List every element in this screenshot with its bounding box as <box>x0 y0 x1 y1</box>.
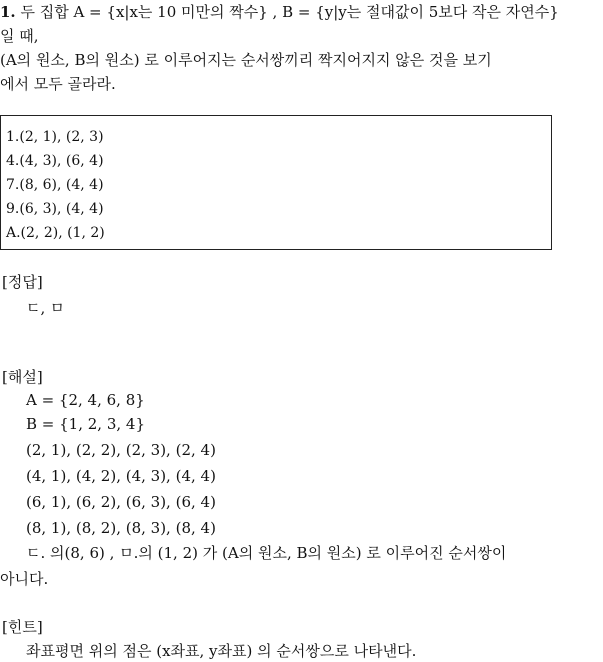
explanation-line-4: (4, 1), (4, 2), (4, 3), (4, 4) <box>26 467 216 485</box>
hint-heading: [힌트] <box>2 618 43 636</box>
option-2: 4.(4, 3), (6, 4) <box>6 153 104 169</box>
option-1: 1.(2, 1), (2, 3) <box>6 129 104 145</box>
option-4: 9.(6, 3), (4, 4) <box>6 201 104 217</box>
question-line-4: 에서 모두 골라라. <box>0 75 116 93</box>
option-3: 7.(8, 6), (4, 4) <box>6 177 104 193</box>
explanation-heading: [해설] <box>2 368 43 386</box>
question-number: 1. <box>0 3 16 21</box>
question-line-3: (A의 원소, B의 원소) 로 이루어지는 순서쌍끼리 짝지어지지 않은 것을 보기 <box>0 51 492 69</box>
explanation-line-1: A = {2, 4, 6, 8} <box>26 391 145 409</box>
question-line-2: 일 때, <box>0 27 39 45</box>
question-line-1 <box>0 2 559 22</box>
answer-heading: [정답] <box>2 273 43 291</box>
explanation-line-3: (2, 1), (2, 2), (2, 3), (2, 4) <box>26 441 216 459</box>
options-box <box>0 115 552 250</box>
explanation-line-7: ㄷ. 의(8, 6) , ㅁ.의 (1, 2) 가 (A의 원소, B의 원소) 로 이루어진 순서쌍이 <box>26 544 507 562</box>
hint-text: 좌표평면 위의 점은 (x좌표, y좌표) 의 순서쌍으로 나타낸다. <box>26 642 417 660</box>
option-5: A.(2, 2), (1, 2) <box>6 225 105 241</box>
explanation-line-6: (8, 1), (8, 2), (8, 3), (8, 4) <box>26 519 216 537</box>
answer-text: ㄷ, ㅁ <box>26 299 65 317</box>
question-text-1: 두 집합 A = {x|x는 10 미만의 짝수} , B = {y|y는 절대값이 5보다 작은 자연수} <box>20 3 559 21</box>
explanation-continuation: 아니다. <box>0 570 49 588</box>
explanation-line-2: B = {1, 2, 3, 4} <box>26 415 145 433</box>
explanation-line-5: (6, 1), (6, 2), (6, 3), (6, 4) <box>26 493 216 511</box>
